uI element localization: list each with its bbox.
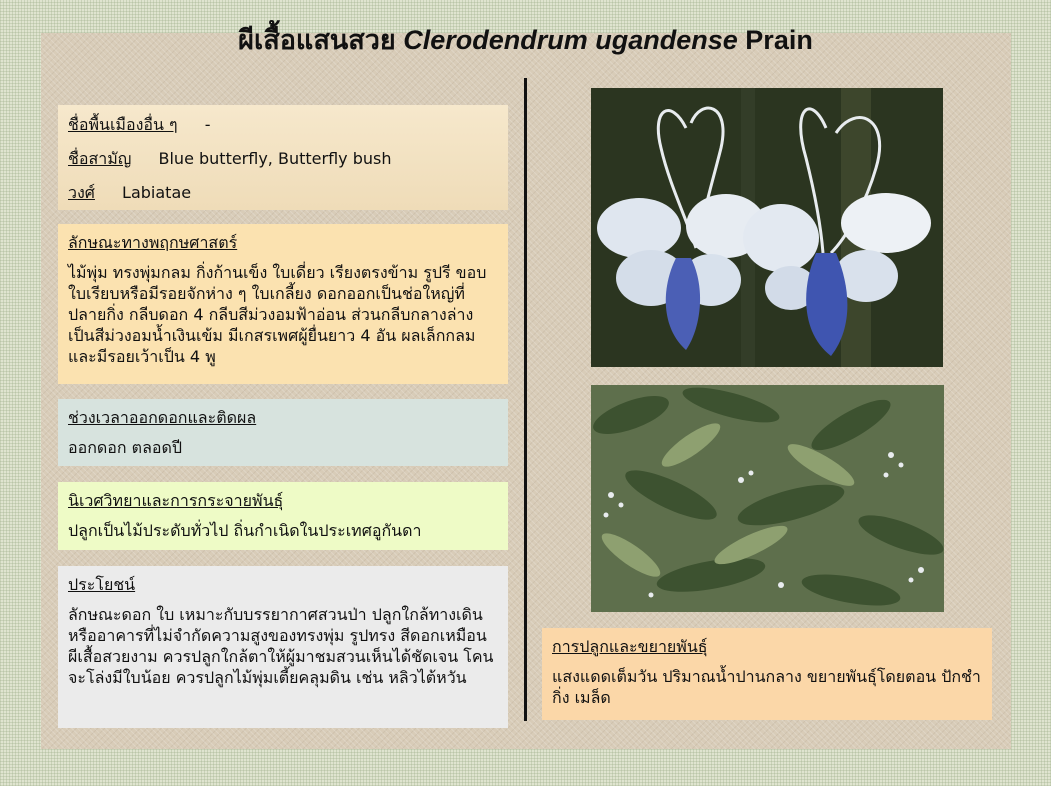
season-box bbox=[58, 399, 508, 466]
propagation-box bbox=[542, 628, 992, 720]
ecology-box bbox=[58, 482, 508, 550]
family-row bbox=[68, 181, 498, 215]
uses-box bbox=[58, 566, 508, 728]
column-divider bbox=[524, 78, 527, 721]
uses-text: ลักษณะดอก ใบ เหมาะกับบรรยากาศสวนป่า ปลูกใกล้ทางเดินหรืออาคารที่ไม่จำกัดความสูงของทรงพุ่ม รูปทรง สีดอกเหมือนผีเสื้อสวยงาม ควรปลูกใกล้ตาให้ผู้มาชมสวนเห็นได้ชัดเจน โคนจะโล่งมีใบน้อย ควรปลูกไม้พุ่มเตี้ยคลุมดิน เช่น หลิวไต้หวัน bbox=[68, 605, 494, 687]
ecology-text: ปลูกเป็นไม้ประดับทั่วไป ถิ่นกำเนิดในประเทศอูกันดา bbox=[68, 521, 422, 540]
common-name-label: ชื่อสามัญ bbox=[68, 149, 132, 168]
local-name-row bbox=[68, 113, 498, 147]
page-title bbox=[0, 18, 1051, 61]
local-name-value: - bbox=[204, 115, 211, 134]
ecology-heading: นิเวศวิทยาและการกระจายพันธุ์ bbox=[68, 491, 284, 510]
flower-closeup-photo bbox=[591, 88, 943, 367]
title-scientific-name: Clerodendrum ugandense bbox=[403, 25, 738, 55]
flower-closeup-illustration bbox=[591, 88, 943, 367]
family-value: Labiatae bbox=[122, 183, 192, 202]
uses-heading: ประโยชน์ bbox=[68, 575, 136, 594]
family-label: วงศ์ bbox=[68, 183, 95, 202]
common-name-row bbox=[68, 147, 498, 181]
local-name-label: ชื่อพื้นเมืองอื่น ๆ bbox=[68, 115, 178, 134]
shrub-illustration bbox=[591, 385, 944, 612]
shrub-photo bbox=[591, 385, 944, 612]
season-text: ออกดอก ตลอดปี bbox=[68, 438, 183, 457]
common-name-value: Blue butterfly, Butterfly bush bbox=[158, 149, 392, 168]
propagation-heading: การปลูกและขยายพันธุ์ bbox=[552, 637, 708, 656]
title-thai: ผีเสื้อแสนสวย bbox=[238, 25, 396, 55]
botany-heading: ลักษณะทางพฤกษศาสตร์ bbox=[68, 233, 238, 252]
names-box bbox=[58, 105, 508, 210]
botany-box bbox=[58, 224, 508, 384]
botany-text: ไม้พุ่ม ทรงพุ่มกลม กิ่งก้านเข็ง ใบเดี่ยว เรียงตรงข้าม รูปรี ขอบใบเรียบหรือมีรอยจักห่าง ๆ ใบเกลี้ยง ดอกออกเป็นช่อใหญ่ที่ปลายกิ่ง กลีบดอก 4 กลีบสีม่วงอมฟ้าอ่อน ส่วนกลีบกลางล่างเป็นสีม่วงอมน้ำเงินเข้ม มีเกสรเพศผู้ยื่นยาว 4 อัน ผลเล็กกลมและมีรอยเว้าเป็น 4 พู bbox=[68, 263, 487, 366]
title-author: Prain bbox=[745, 25, 813, 55]
season-heading: ช่วงเวลาออกดอกและติดผล bbox=[68, 408, 257, 427]
propagation-text: แสงแดดเต็มวัน ปริมาณน้ำปานกลาง ขยายพันธุ์โดยตอน ปักชำกิ่ง เมล็ด bbox=[552, 667, 981, 707]
